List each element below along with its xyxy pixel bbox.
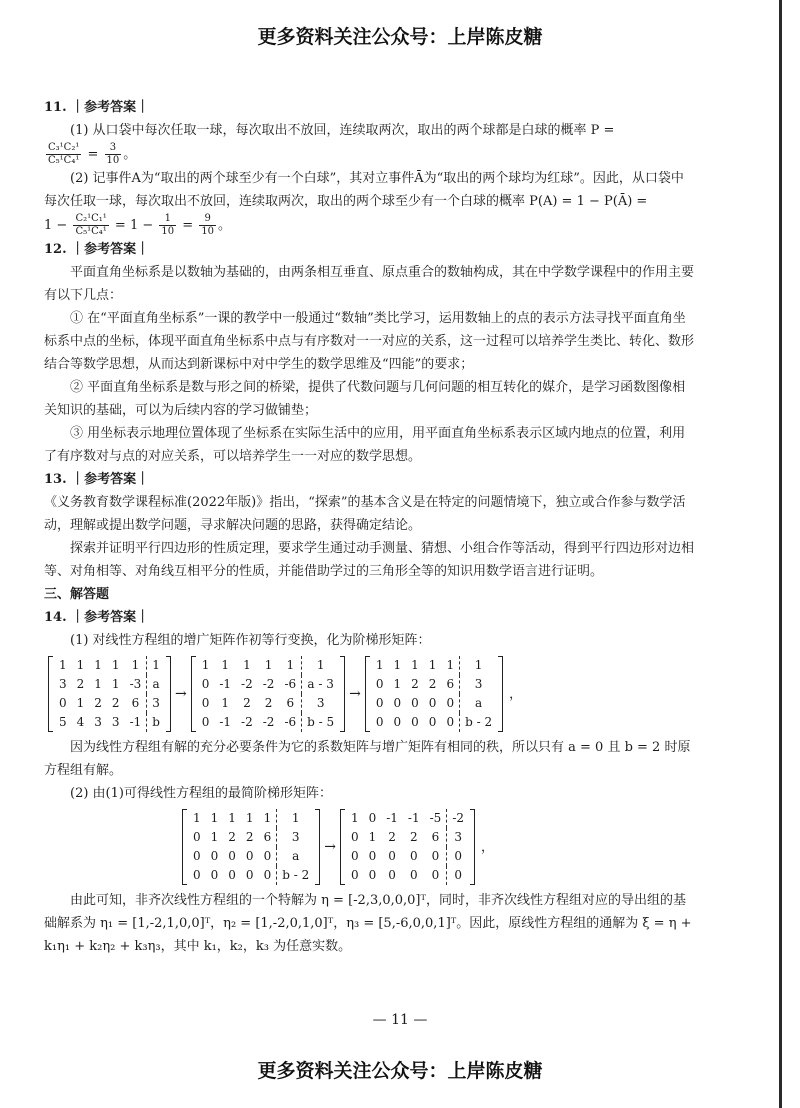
matrix-cell: 0: [409, 868, 418, 882]
matrix-cell: 1: [201, 658, 210, 672]
matrix-cell: 0: [245, 849, 254, 863]
matrix-cell: 1: [428, 658, 437, 672]
q13-p2: 探索并证明平行四边形的性质定理，要求学生通过动手测量、猜想、小组合作等活动，得到平行四边形对边相等、对角相等、对角线互相平分的性质，并能借助学过的三角形全等的知识用数学语言进行证明。: [44, 541, 695, 579]
frac-den: C₅¹C₄¹: [75, 226, 107, 237]
matrix-cell: 3: [111, 715, 120, 729]
comma: ，: [481, 839, 495, 855]
matrix-cell: 0: [263, 849, 272, 863]
matrix-cell: 1: [210, 811, 219, 825]
section-heading: 三、解答题: [44, 587, 110, 602]
formula-lead: 1 −: [44, 218, 68, 233]
frac-num: 3: [105, 142, 122, 155]
page-footer: 更多资料关注公众号：上岸陈皮糖: [257, 1060, 543, 1082]
matrix-cell: 1: [393, 677, 402, 691]
frac-num: 1: [159, 213, 176, 226]
equals-sign: =: [87, 147, 99, 162]
q13-p1: 《义务教育数学课程标准(2022年版)》指出，“探索”的基本含义是在特定的问题情境下，独立或合作参与数学活动，理解或提出数学问题，寻求解决问题的思路，获得确定结论。: [44, 495, 686, 533]
q12-point-1: ① 在“平面直角坐标系”一课的教学中一般通过“数轴”类比学习，运用数轴上的点的表示方法寻找平面直角坐标系中点的坐标，体现平面直角坐标系中点与有序数对一一对应的关系，这一过程可以培养学生类比、转化、数形结合等数学思想，从而达到新课标中对中学生的数学思维及“四能”的要求；: [44, 311, 695, 372]
matrix-cell: a: [460, 694, 498, 713]
q11-frac-2: [73, 213, 108, 238]
matrix-cell: b - 5: [302, 713, 340, 732]
matrix-cell: b - 2: [277, 866, 315, 885]
matrix-cell: 2: [428, 677, 437, 691]
matrix-cell: -6: [284, 715, 297, 729]
matrix-2: [191, 656, 345, 732]
matrix-cell: 1: [264, 658, 273, 672]
frac-den: 10: [161, 226, 175, 237]
matrix-cell: -2: [262, 715, 275, 729]
matrix-cell: -5: [429, 811, 442, 825]
matrix-5: [340, 809, 475, 885]
period: 。: [123, 147, 137, 162]
arrow-icon: →: [324, 838, 336, 855]
matrix-cell: 1: [147, 656, 165, 675]
matrix-cell: 0: [388, 868, 396, 882]
q12-intro: 平面直角坐标系是以数轴为基础的，由两条相互垂直、原点重合的数轴构成，其在中学数学课程中的作用主要有以下几点：: [44, 265, 695, 303]
matrix-cell: 6: [446, 677, 455, 691]
matrix-cell: 3: [277, 828, 315, 847]
matrix-cell: 0: [201, 677, 210, 691]
matrix-cell: 0: [375, 715, 384, 729]
matrix-cell: 1: [94, 658, 102, 672]
page-header: 更多资料关注公众号：上岸陈皮糖: [257, 26, 543, 48]
matrix-cell: 3: [460, 675, 498, 694]
matrix-cell: -1: [407, 811, 420, 825]
matrix-cell: -1: [129, 715, 142, 729]
matrix-cell: 0: [446, 715, 455, 729]
matrix-cell: 1: [446, 658, 455, 672]
matrix-cell: -2: [447, 809, 469, 828]
matrix-row-2: [182, 809, 694, 885]
matrix-cell: 0: [411, 715, 419, 729]
matrix-cell: 0: [393, 696, 402, 710]
matrix-cell: 0: [193, 830, 201, 844]
page-content: [44, 96, 694, 958]
matrix-cell: 0: [411, 696, 419, 710]
q11-p1-text: (1) 从口袋中每次任取一球，每次取出不放回，连续取两次，取出的两个球都是白球的概率 P =: [70, 123, 615, 138]
q11-frac-result: [105, 142, 122, 167]
matrix-cell: 1: [59, 658, 67, 672]
matrix-cell: 0: [210, 868, 219, 882]
matrix-cell: 0: [350, 830, 359, 844]
matrix-cell: -1: [219, 715, 232, 729]
matrix-cell: 1: [460, 656, 498, 675]
q14-heading: 14. ｜参考答案｜: [44, 610, 150, 625]
matrix-4: [182, 809, 320, 885]
matrix-cell: -3: [129, 677, 142, 691]
matrix-cell: 6: [431, 830, 440, 844]
q11-p2-formula: [44, 213, 694, 238]
q11-p1-formula: [44, 142, 694, 167]
matrix-cell: 0: [368, 811, 377, 825]
matrix-cell: b - 2: [460, 713, 498, 732]
matrix-cell: 3: [147, 694, 165, 713]
matrix-cell: 1: [286, 658, 295, 672]
matrix-cell: 1: [111, 658, 120, 672]
matrix-cell: a: [277, 847, 315, 866]
frac-den: 10: [201, 226, 215, 237]
q14-p4: 由此可知，非齐次线性方程组的一个特解为 η = [-2,3,0,0,0]ᵀ，同时，非齐次线性方程组对应的导出组的基础解系为 η₁ = [1,-2,1,0,0]ᵀ，η₂ = [1,-2,0,1,0]ᵀ，η₃ = [5,-6,0,0,1]ᵀ。因此，原线性方程组的通解为 ξ = η + k₁η₁ + k₂η₂ + k₃η₃，其中 k₁，k₂，k₃ 为任意实数。: [44, 893, 692, 954]
matrix-cell: 2: [388, 830, 396, 844]
matrix-cell: 0: [263, 868, 272, 882]
matrix-1: [48, 656, 171, 732]
formula-mid: = 1 −: [114, 218, 154, 233]
matrix-cell: 0: [193, 849, 201, 863]
q11-p2: (2) 记事件A为“取出的两个球至少有一个白球”，其对立事件Ā为“取出的两个球均为红球”。因此，从口袋中每次任取一球，每次取出不放回，连续取两次，取出的两个球至少有一个白球的概率 P(A) = 1 − P(Ā) =: [44, 171, 684, 209]
matrix-cell: 3: [59, 677, 67, 691]
q11-frac-result-2: [199, 213, 216, 238]
matrix-cell: 3: [94, 715, 102, 729]
q14-p3: (2) 由(1)可得线性方程组的最简阶梯形矩阵：: [70, 786, 332, 801]
q14-p2: 因为线性方程组有解的充分必要条件为它的系数矩阵与增广矩阵有相同的秩，所以只有 a = 0 且 b = 2 时原方程组有解。: [44, 740, 691, 778]
matrix-cell: 2: [111, 696, 120, 710]
matrix-cell: 0: [447, 866, 469, 885]
matrix-cell: 0: [59, 696, 67, 710]
arrow-icon: →: [174, 685, 187, 702]
matrix-cell: 0: [447, 847, 469, 866]
matrix-cell: 5: [59, 715, 67, 729]
matrix-cell: 6: [131, 696, 140, 710]
matrix-cell: 0: [228, 868, 236, 882]
matrix-cell: 0: [446, 696, 455, 710]
matrix-cell: 2: [94, 696, 102, 710]
frac-den: 10: [106, 155, 120, 166]
frac-num: 9: [199, 213, 216, 226]
matrix-cell: 6: [263, 830, 272, 844]
q13-heading: 13. ｜参考答案｜: [44, 472, 150, 487]
matrix-cell: -2: [262, 677, 275, 691]
frac-den: C₅¹C₄¹: [48, 155, 80, 166]
matrix-cell: -6: [284, 677, 297, 691]
matrix-cell: -1: [386, 811, 398, 825]
q11-frac-3: [159, 213, 176, 238]
matrix-cell: 0: [409, 849, 418, 863]
matrix-cell: 1: [243, 658, 251, 672]
matrix-cell: 0: [350, 868, 359, 882]
matrix-cell: 1: [368, 830, 377, 844]
matrix-cell: 0: [393, 715, 402, 729]
q11-heading: 11. ｜参考答案｜: [44, 100, 150, 115]
arrow-icon: →: [349, 685, 361, 702]
matrix-cell: 0: [428, 696, 437, 710]
matrix-cell: 0: [368, 868, 377, 882]
matrix-cell: 0: [428, 715, 437, 729]
matrix-cell: 0: [245, 868, 254, 882]
matrix-cell: 1: [193, 811, 201, 825]
matrix-cell: 0: [210, 849, 219, 863]
matrix-cell: 1: [221, 696, 229, 710]
matrix-cell: 0: [201, 715, 210, 729]
matrix-cell: -2: [241, 715, 253, 729]
matrix-cell: 1: [277, 809, 315, 828]
matrix-cell: 1: [350, 811, 359, 825]
matrix-cell: 1: [76, 696, 85, 710]
matrix-cell: 1: [375, 658, 384, 672]
matrix-cell: 0: [388, 849, 396, 863]
matrix-cell: 1: [210, 830, 219, 844]
matrix-cell: 1: [302, 656, 340, 675]
matrix-cell: 0: [228, 849, 236, 863]
q12-heading: 12. ｜参考答案｜: [44, 242, 150, 257]
matrix-cell: 0: [431, 868, 440, 882]
matrix-cell: -2: [241, 677, 253, 691]
matrix-cell: 1: [411, 658, 419, 672]
matrix-cell: 3: [302, 694, 340, 713]
equals-sign: =: [182, 218, 194, 233]
matrix-cell: 1: [221, 658, 229, 672]
comma: ，: [509, 686, 523, 702]
matrix-cell: 2: [411, 677, 419, 691]
page-number: — 11 —: [372, 1012, 428, 1028]
matrix-cell: 0: [201, 696, 210, 710]
matrix-cell: 0: [350, 849, 359, 863]
matrix-cell: 3: [447, 828, 469, 847]
matrix-cell: a: [147, 675, 165, 694]
matrix-row-1: [48, 656, 694, 732]
matrix-3: [365, 656, 503, 732]
q14-p1: (1) 对线性方程组的增广矩阵作初等行变换，化为阶梯形矩阵：: [70, 633, 431, 648]
matrix-cell: 0: [375, 696, 384, 710]
matrix-cell: 1: [94, 677, 102, 691]
matrix-cell: 1: [393, 658, 402, 672]
q11-p1: [44, 119, 694, 142]
matrix-cell: 1: [131, 658, 140, 672]
matrix-cell: b: [147, 713, 165, 732]
matrix-cell: 2: [228, 830, 236, 844]
matrix-cell: 2: [243, 696, 251, 710]
binding-line: [779, 0, 782, 1108]
matrix-cell: 2: [409, 830, 418, 844]
matrix-cell: 2: [264, 696, 273, 710]
matrix-cell: 0: [368, 849, 377, 863]
matrix-cell: a - 3: [302, 675, 340, 694]
matrix-cell: 1: [228, 811, 236, 825]
matrix-cell: 2: [76, 677, 85, 691]
q11-frac-1: [46, 142, 81, 167]
period: 。: [218, 218, 232, 233]
q12-point-2: ② 平面直角坐标系是数与形之间的桥梁，提供了代数问题与几何问题的相互转化的媒介，是学习函数图像相关知识的基础，可以为后续内容的学习做铺垫；: [44, 380, 686, 418]
matrix-cell: 2: [245, 830, 254, 844]
matrix-cell: -1: [219, 677, 232, 691]
matrix-cell: 0: [375, 677, 384, 691]
matrix-cell: 0: [193, 868, 201, 882]
matrix-cell: 6: [286, 696, 295, 710]
matrix-cell: 1: [263, 811, 272, 825]
matrix-cell: 0: [431, 849, 440, 863]
q12-point-3: ③ 用坐标表示地理位置体现了坐标系在实际生活中的应用，用平面直角坐标系表示区域内地点的位置，利用了有序数对与点的对应关系，可以培养学生一一对应的数学思想。: [44, 426, 686, 464]
matrix-cell: 1: [245, 811, 254, 825]
matrix-cell: 4: [76, 715, 85, 729]
matrix-cell: 1: [111, 677, 120, 691]
frac-num: C₃¹C₂¹: [48, 142, 80, 153]
matrix-cell: 1: [76, 658, 85, 672]
frac-num: C₂¹C₁¹: [75, 213, 107, 224]
